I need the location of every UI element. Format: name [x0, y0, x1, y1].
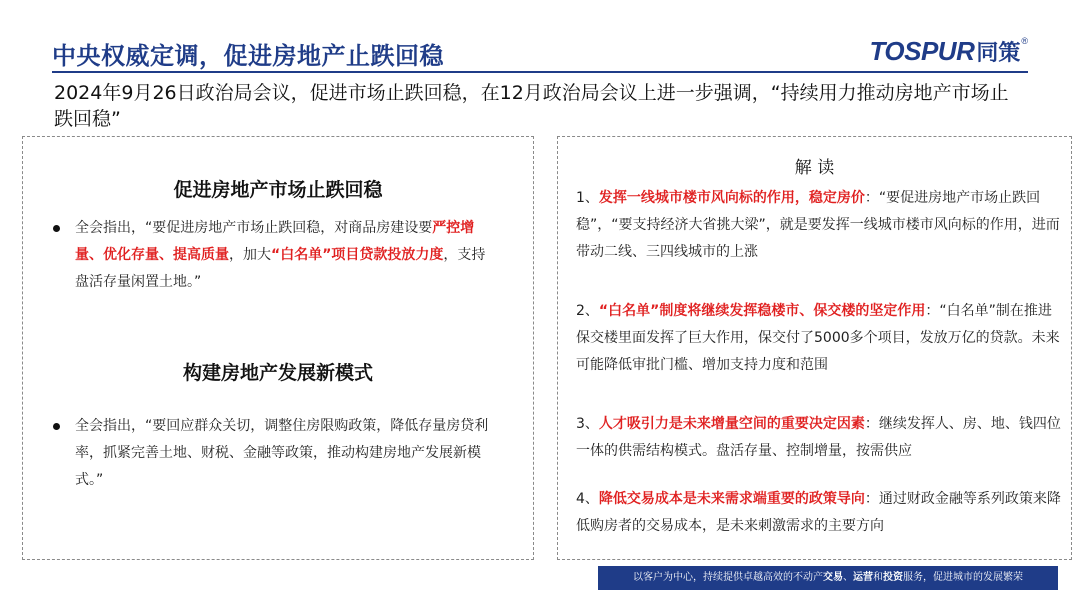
item-text: ：继续发挥人、房、地、钱四位一体的供需结构模式。盘活存量、控制增量，按需供应 [576, 416, 1061, 459]
footer-text: 、 [843, 572, 853, 583]
footer-slogan [598, 566, 1058, 590]
footer-text: 以客户为中心，持续提供卓越高效的不动产 [633, 572, 823, 583]
bullet-text: ，加大 [229, 247, 271, 263]
section-heading-stabilize: 促进房地产市场止跌回稳 [173, 179, 383, 201]
interpretation-item-4 [576, 486, 1061, 540]
tospur-logo [869, 36, 1028, 67]
highlight-text: 人才吸引力是未来增量空间的重要决定因素 [598, 416, 865, 432]
highlight-text: 严控增量、优化存量、提高质量 [75, 220, 475, 263]
section-heading-new-model: 构建房地产发展新模式 [182, 362, 373, 384]
highlight-text: 发挥一线城市楼市风向标的作用，稳定房价 [598, 190, 865, 206]
page-title: 中央权威定调，促进房地产止跌回稳 [52, 42, 444, 70]
bullet-stabilize [23, 215, 533, 296]
item-text: ：“白名单”制在推进保交楼里面发挥了巨大作用，保交付了5000多个项目，发放万亿的贷款。未来可能降低审批门槛、增加支持力度和范围 [576, 303, 1060, 373]
bullet-dot-icon [53, 423, 60, 430]
policy-panel [22, 136, 534, 560]
page-subtitle: 2024年9月26日政治局会议，促进市场止跌回稳，在12月政治局会议上进一步强调，“持续用力推动房地产市场止跌回稳” [54, 82, 1009, 130]
interpretation-heading: 解 读 [794, 158, 835, 178]
interpretation-item-2 [576, 298, 1061, 379]
logo-text-en: TOSPUR [869, 36, 975, 66]
bullet-new-model [23, 413, 533, 494]
interpretation-item-1 [576, 185, 1061, 266]
item-text: ：“要促进房地产市场止跌回稳”，“要支持经济大省挑大梁”，就是要发挥一线城市楼市风向标的作用，进而带动二线、三四线城市的上涨 [576, 190, 1060, 260]
highlight-text: “白名单”项目贷款投放力度 [271, 247, 444, 263]
item-number: 2、 [576, 303, 599, 319]
title-divider [52, 71, 1028, 73]
item-number: 3、 [576, 416, 599, 432]
footer-bold: 运营 [853, 572, 873, 583]
item-number: 1、 [576, 190, 599, 206]
bullet-dot-icon [53, 225, 60, 232]
registered-mark: ® [1021, 36, 1028, 46]
highlight-text: 降低交易成本是未来需求端重要的政策导向 [598, 491, 865, 507]
item-text: ：通过财政金融等系列政策来降低购房者的交易成本，是未来刺激需求的主要方向 [576, 491, 1061, 534]
interpretation-item-3 [576, 411, 1061, 465]
highlight-text: “白名单”制度将继续发挥稳楼市、保交楼的坚定作用 [598, 303, 926, 319]
logo-text-cn: 同策 [976, 41, 1021, 66]
footer-bold: 交易 [823, 572, 843, 583]
bullet-text: ，支持盘活存量闲置土地。” [75, 247, 486, 290]
footer-text: 和 [873, 572, 883, 583]
interpretation-panel [557, 136, 1072, 560]
footer-text: 服务，促进城市的发展繁荣 [903, 572, 1023, 583]
bullet-text: 全会指出，“要促进房地产市场止跌回稳，对商品房建设要 [75, 220, 433, 236]
bullet-text: 全会指出，“要回应群众关切，调整住房限购政策，降低存量房贷利率，抓紧完善土地、财税、金融等政策，推动构建房地产发展新模式。” [75, 418, 489, 488]
footer-bold: 投资 [883, 572, 903, 583]
item-number: 4、 [576, 491, 599, 507]
